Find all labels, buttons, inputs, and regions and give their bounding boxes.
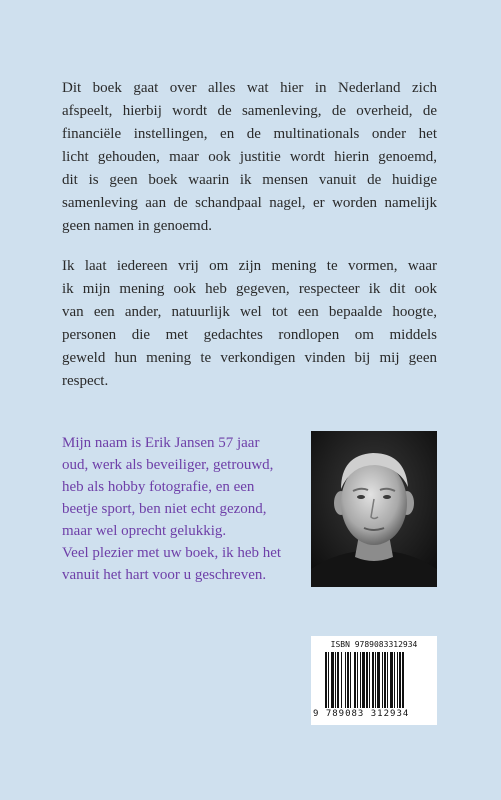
text-line: respect.	[62, 373, 109, 389]
text-line: van een ander, natuurlijk wel tot een bepaalde hoogte,	[62, 304, 437, 320]
text-line: Ik laat iedereen vrij om zijn mening te vormen, waar	[62, 258, 437, 274]
bio-line: Veel plezier met uw boek, ik heb het	[62, 545, 282, 561]
barcode-bars	[325, 652, 423, 708]
text-line: financiële instellingen, en de multinationals onder het	[62, 126, 437, 142]
text-line: ik mijn mening ook heb gegeven, respecteer ik dit ook	[62, 281, 437, 297]
intro-paragraph	[62, 77, 437, 238]
text-line: personen die met gedachtes rondlopen om middels	[62, 327, 437, 343]
isbn-label: ISBN 9789083312934	[330, 640, 418, 649]
text-line: dit is geen boek waarin ik mensen vanuit de huidige	[62, 172, 437, 188]
bio-line: Mijn naam is Erik Jansen 57 jaar	[62, 435, 260, 451]
bio-line: maar wel oprecht gelukkig.	[62, 523, 227, 539]
author-bio	[62, 432, 322, 586]
bio-line: beetje sport, ben niet echt gezond,	[62, 501, 267, 517]
isbn-barcode	[311, 636, 437, 725]
text-line: licht gehouden, maar ook justitie wordt hierin genoemd,	[62, 149, 437, 165]
text-line: geen namen in genoemd.	[62, 218, 212, 234]
isbn-digits: 9 789083 312934	[313, 709, 410, 719]
text-line: geweld hun mening te verkondigen vinden bij mij geen	[62, 350, 437, 366]
author-photo	[311, 431, 437, 587]
opinion-paragraph	[62, 255, 437, 393]
text-line: afspeelt, hierbij wordt de samenleving, de overheid, de	[62, 103, 437, 119]
author-portrait-image	[311, 431, 437, 587]
bio-line: heb als hobby fotografie, en een	[62, 479, 255, 495]
text-line: Dit boek gaat over alles wat hier in Nederland zich	[62, 80, 437, 96]
text-line: samenleving aan de schandpaal nagel, er worden namelijk	[62, 195, 437, 211]
bio-line: vanuit het hart voor u geschreven.	[62, 567, 267, 583]
bio-line: oud, werk als beveiliger, getrouwd,	[62, 457, 274, 473]
